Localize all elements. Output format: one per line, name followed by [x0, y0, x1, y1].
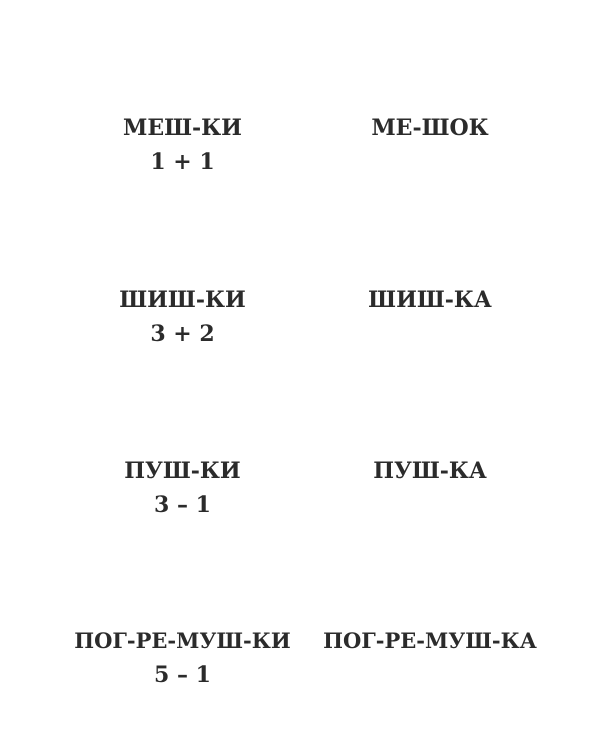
plural-word: МЕШ-КИ: [123, 115, 242, 141]
singular-word-cell-3: [315, 454, 545, 488]
singular-word: ПОГ-РЕ-МУШ-КА: [323, 628, 537, 653]
singular-word-cell-1: [315, 111, 545, 145]
plural-word: ШИШ-КИ: [119, 287, 246, 313]
math-expression: 1 + 1: [150, 149, 215, 175]
plural-word: ПОГ-РЕ-МУШ-КИ: [74, 628, 291, 653]
singular-word-cell-4: [315, 624, 545, 658]
singular-word: МЕ-ШОК: [371, 115, 489, 141]
math-expression: 3 + 2: [150, 321, 215, 347]
singular-word-cell-2: [315, 283, 545, 317]
singular-word: ПУШ-КА: [373, 458, 487, 484]
math-expression: 5 – 1: [154, 662, 211, 688]
plural-word: ПУШ-КИ: [124, 458, 241, 484]
singular-word: ШИШ-КА: [368, 287, 492, 313]
plural-word-cell-1: [60, 111, 305, 179]
plural-word-cell-4: [60, 624, 305, 692]
plural-word-cell-3: [60, 454, 305, 522]
plural-word-cell-2: [60, 283, 305, 351]
math-expression: 3 – 1: [154, 492, 211, 518]
